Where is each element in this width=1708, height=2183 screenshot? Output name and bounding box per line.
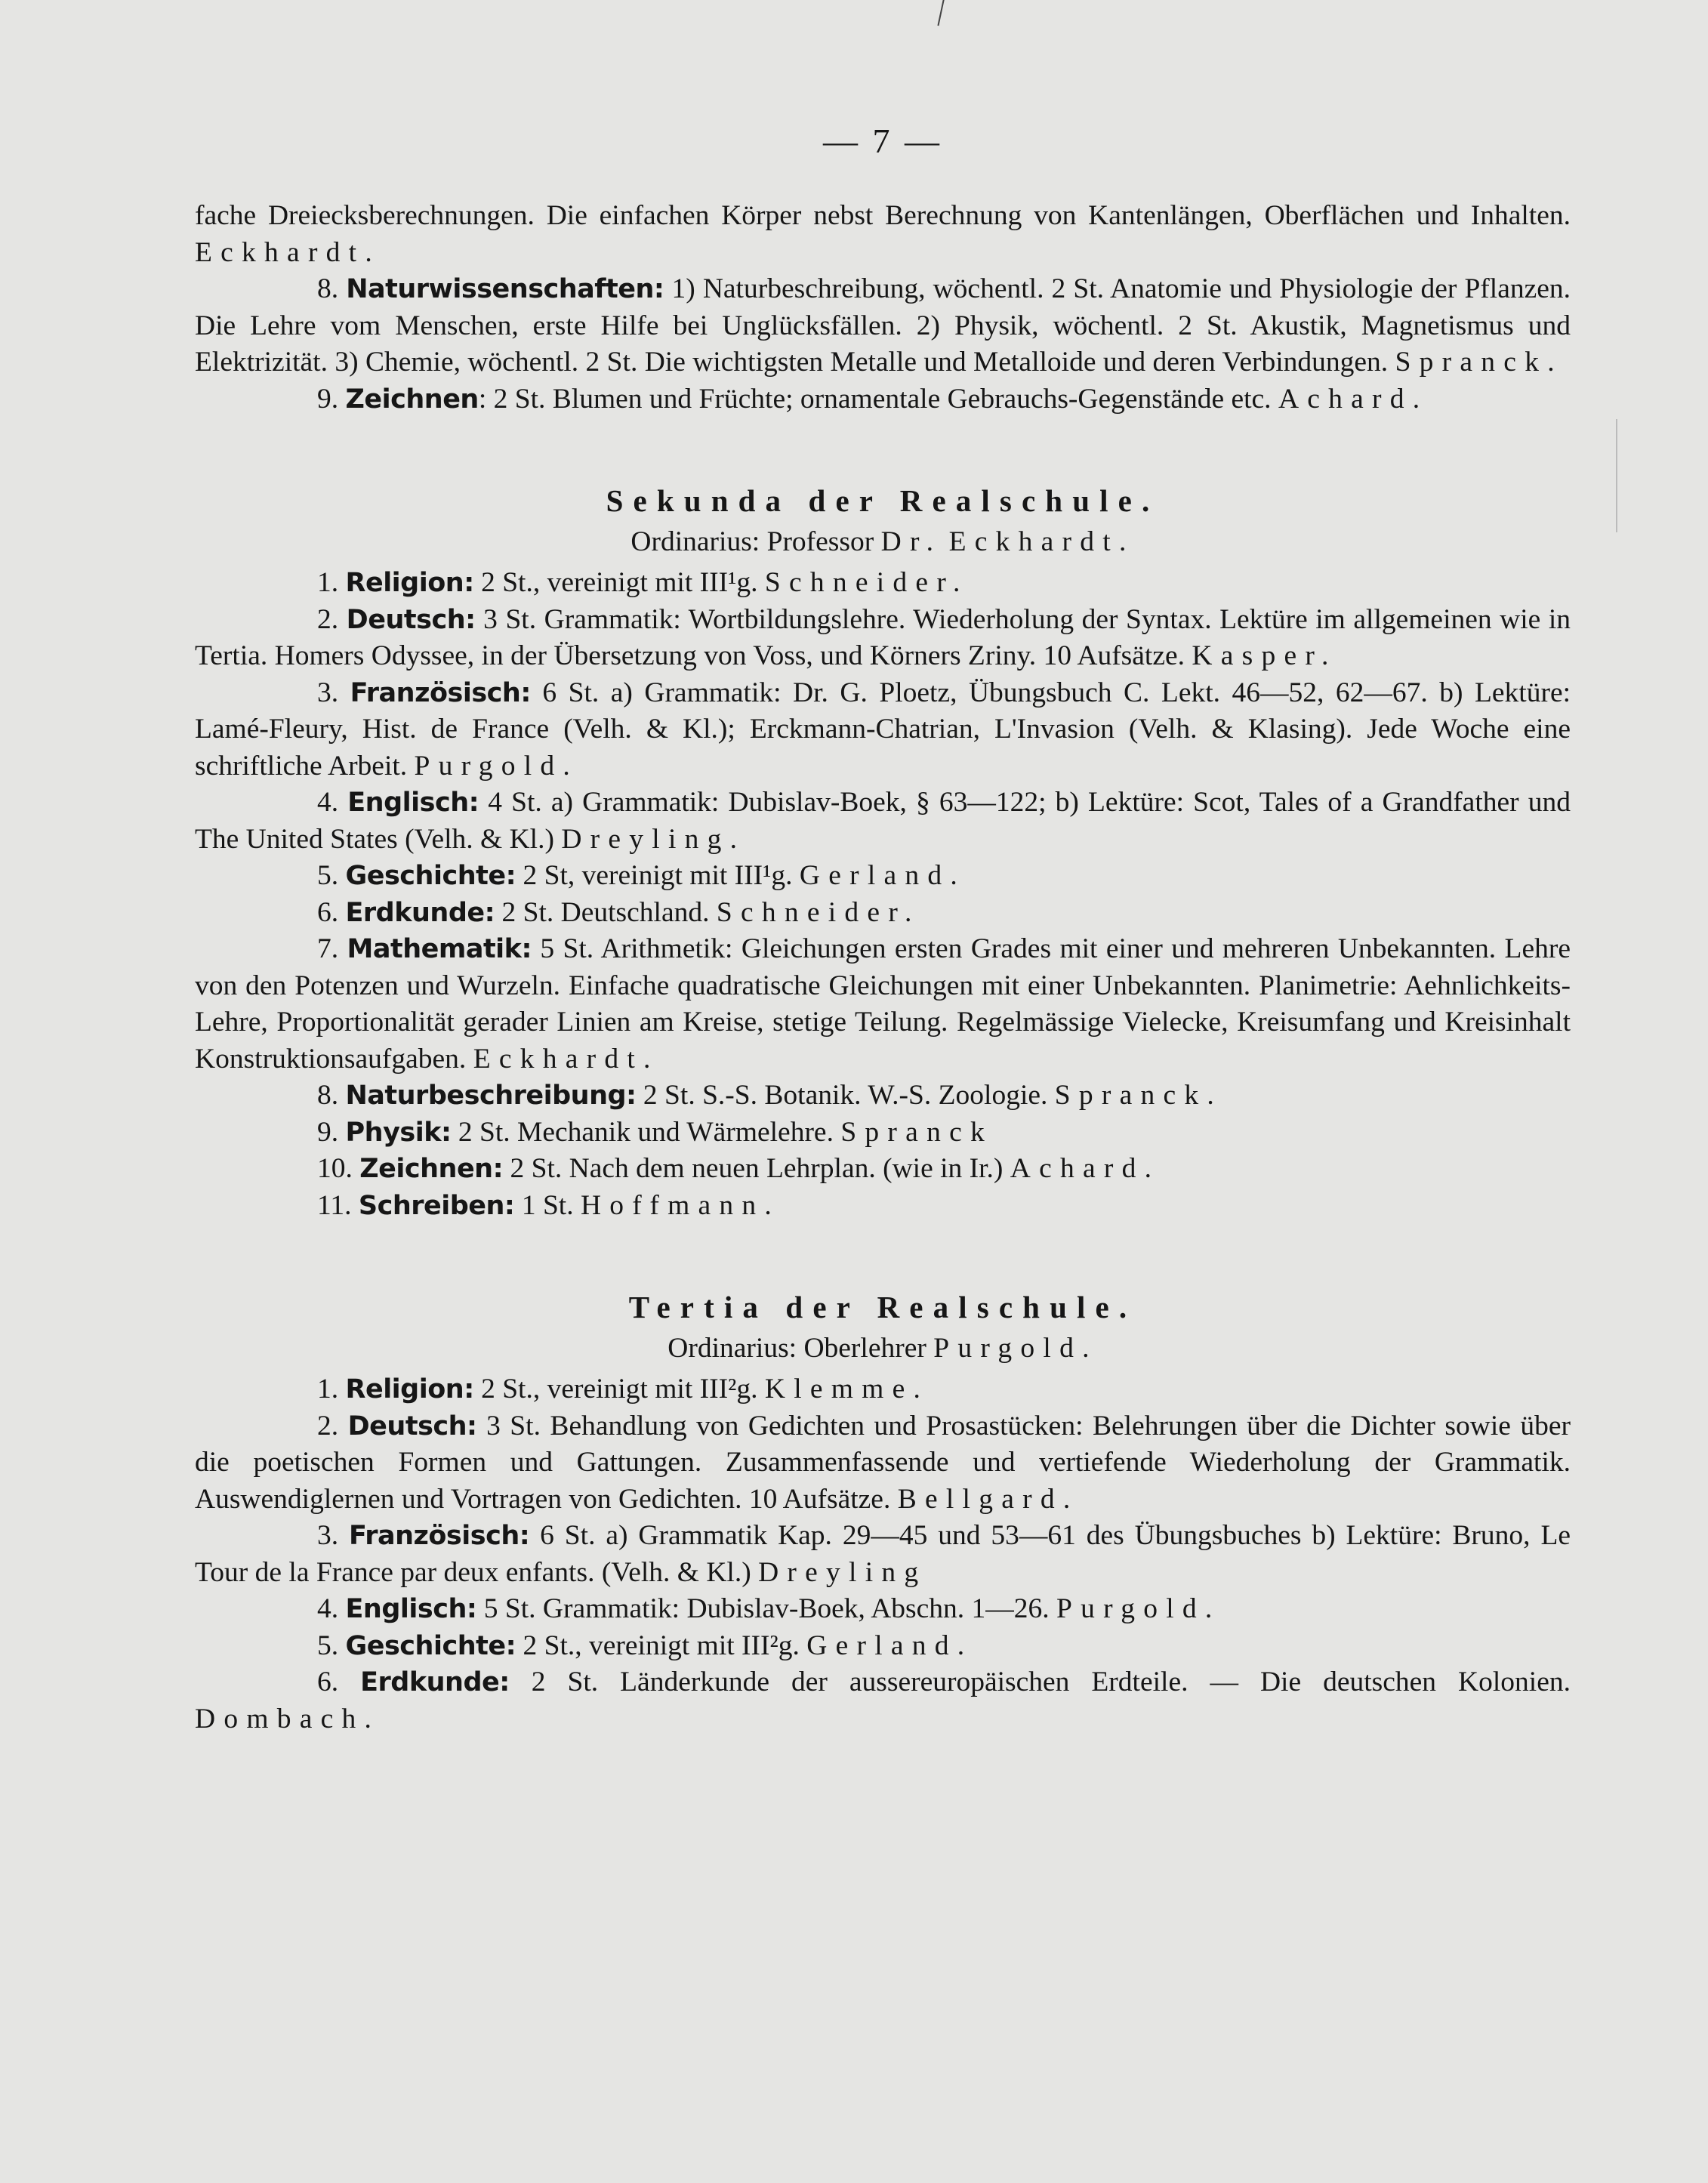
item-number: 11. bbox=[317, 1189, 352, 1221]
item-number: 8. bbox=[317, 1080, 339, 1111]
subject-name: Französisch: bbox=[349, 1521, 530, 1551]
item-number: 1. bbox=[317, 567, 339, 598]
subject-name: Erdkunde: bbox=[345, 897, 495, 928]
item-number: 6. bbox=[317, 896, 339, 928]
subject-name: Naturwissenschaften: bbox=[346, 274, 664, 304]
ordinarius-name: Eckhardt. bbox=[948, 526, 1135, 557]
item-text: 4 St. a) Grammatik: Dubislav-Boek, § 63—122; b) Lektüre: Scot, Tales of a Grandfather und The United States (Velh. & Kl.) bbox=[195, 787, 1571, 855]
teacher-name: Dreyling. bbox=[561, 823, 746, 855]
ordinarius-tertia bbox=[195, 1330, 1571, 1367]
item-text: 2 St. Mechanik und Wärmelehre. bbox=[458, 1116, 834, 1148]
subject-name: Englisch: bbox=[345, 1594, 477, 1624]
sekunda-item-8 bbox=[195, 1078, 1571, 1115]
item-text: 2 St. S.-S. Botanik. W.-S. Zoologie. bbox=[643, 1080, 1048, 1111]
teacher-name: Bellgard. bbox=[897, 1483, 1079, 1515]
page-edge-mark bbox=[1616, 419, 1617, 532]
subject-name: Religion: bbox=[345, 1374, 474, 1404]
sekunda-item-11 bbox=[195, 1188, 1571, 1225]
item-number: 7. bbox=[317, 933, 339, 964]
tertia-item-3 bbox=[195, 1518, 1571, 1591]
item-number: 3. bbox=[317, 1520, 339, 1551]
ordinarius-title: Dr. bbox=[880, 526, 942, 557]
sekunda-item-7 bbox=[195, 931, 1571, 1078]
item-text: 6 St. a) Grammatik: Dr. G. Ploetz, Übungsbuch C. Lekt. 46—52, 62—67. b) Lektüre: Lamé-Fleury, Hist. de France (Velh. & Kl.); Erckmann-Chatrian, L'Invasion (Velh. & Klasing). Jede Woche eine schriftliche Arbeit. bbox=[195, 677, 1571, 782]
teacher-name: Schneider. bbox=[716, 896, 920, 928]
subject-name: Französisch: bbox=[350, 677, 531, 708]
sekunda-item-10 bbox=[195, 1151, 1571, 1188]
teacher-name: Klemme. bbox=[764, 1374, 930, 1404]
teacher-name: Spranck. bbox=[1395, 347, 1563, 378]
item-text: 2 St., vereinigt mit III²g. bbox=[481, 1374, 758, 1404]
ordinarius-name: Purgold. bbox=[933, 1332, 1098, 1364]
item-number: 9. bbox=[317, 383, 339, 415]
teacher-name: Spranck bbox=[840, 1116, 993, 1148]
subject-name: Englisch: bbox=[347, 788, 479, 818]
tertia-item-5 bbox=[195, 1628, 1571, 1665]
teacher-name: Gerland. bbox=[799, 860, 967, 891]
item-number: 5. bbox=[317, 860, 339, 891]
item-number: 6. bbox=[317, 1667, 339, 1697]
item-number: 8. bbox=[317, 273, 339, 304]
item-text: 2 St., vereinigt mit III²g. bbox=[523, 1630, 800, 1661]
intro-item-8 bbox=[195, 271, 1571, 381]
item-text: 1) Naturbeschreibung, wöchentl. 2 St. Anatomie und Physiologie der Pflanzen. Die Lehre vom Menschen, erste Hilfe bei Unglücksfällen. 2) Physik, wöchentl. 2 St. Akustik, Magnetismus und Elektrizität. 3) Chemie, wöchentl. 2 St. Die wichtigsten Metalle und Metalloide und deren Verbindungen. bbox=[195, 273, 1571, 378]
teacher-name: Eckhardt. bbox=[473, 1043, 659, 1075]
continuation-text: fache Dreiecksberechnungen. Die einfachen Körper nebst Berechnung von Kantenlängen, Oberflächen und Inhalten. bbox=[195, 200, 1571, 231]
subject-name: Religion: bbox=[345, 568, 474, 598]
teacher-name: Gerland. bbox=[806, 1630, 973, 1661]
teacher-name: Dreyling bbox=[758, 1556, 927, 1588]
tertia-item-2 bbox=[195, 1408, 1571, 1519]
item-number: 10. bbox=[317, 1153, 353, 1184]
ordinarius-label: Ordinarius: Professor bbox=[630, 526, 874, 557]
teacher-name: Kasper. bbox=[1192, 640, 1337, 671]
item-number: 2. bbox=[317, 1410, 339, 1441]
subject-name: Geschichte: bbox=[345, 861, 516, 891]
item-number: 2. bbox=[317, 603, 339, 635]
teacher-name: Purgold. bbox=[1056, 1593, 1221, 1624]
item-text: 1 St. bbox=[521, 1189, 574, 1221]
item-number: 5. bbox=[317, 1630, 339, 1661]
teacher-name: Spranck. bbox=[1054, 1080, 1223, 1111]
item-text: 2 St. Länderkunde der aussereuropäischen Erdteile. — Die deutschen Kolonien. bbox=[531, 1667, 1571, 1697]
subject-name: Mathematik: bbox=[347, 934, 532, 964]
handwritten-mark bbox=[937, 0, 948, 26]
subject-name: Schreiben: bbox=[358, 1190, 515, 1221]
section-title-tertia: Tertia der Realschule. bbox=[628, 1290, 1137, 1324]
subject-name: Deutsch: bbox=[347, 1411, 477, 1441]
sekunda-item-4 bbox=[195, 785, 1571, 858]
item-number: 4. bbox=[317, 787, 339, 818]
item-text: 6 St. a) Grammatik Kap. 29—45 und 53—61 des Übungsbuches b) Lektüre: Bruno, Le Tour de la France par deux enfants. (Velh. & Kl.) bbox=[195, 1520, 1571, 1588]
sekunda-item-2 bbox=[195, 602, 1571, 675]
sekunda-item-5 bbox=[195, 858, 1571, 895]
tertia-item-4 bbox=[195, 1591, 1571, 1628]
item-text: 5 St. Arithmetik: Gleichungen ersten Grades mit einer und mehreren Unbekannten. Lehre von den Potenzen und Wurzeln. Einfache quadratische Gleichungen mit einer Unbekannten. Planimetrie: Aehnlichkeits-Lehre, Proportionalität gerader Linien am Kreise, stetige Teilung. Regelmässige Vielecke, Kreisumfang und Kreisinhalt Konstruktionsaufgaben. bbox=[195, 933, 1571, 1075]
subject-name: Deutsch: bbox=[346, 604, 476, 635]
ordinarius-sekunda bbox=[195, 524, 1571, 561]
teacher-name: Achard. bbox=[1010, 1153, 1161, 1184]
tertia-item-6 bbox=[195, 1664, 1571, 1737]
teacher-name: Achard. bbox=[1278, 383, 1429, 415]
subject-name: Zeichnen: bbox=[359, 1154, 504, 1184]
sekunda-item-6 bbox=[195, 895, 1571, 932]
item-text: 2 St., vereinigt mit III¹g. bbox=[481, 567, 758, 598]
subject-name: Physik: bbox=[345, 1117, 452, 1148]
subject-name: Naturbeschreibung: bbox=[345, 1081, 637, 1111]
page-number: — 7 — bbox=[823, 122, 942, 160]
item-text: : 2 St. Blumen und Früchte; ornamentale Gebrauchs-Gegenstände etc. bbox=[478, 383, 1272, 415]
body-text bbox=[195, 198, 1571, 1737]
item-number: 1. bbox=[317, 1374, 339, 1404]
item-number: 4. bbox=[317, 1593, 339, 1624]
teacher-name: Eckhardt. bbox=[195, 236, 381, 268]
sekunda-item-3 bbox=[195, 675, 1571, 785]
teacher-name: Dombach. bbox=[195, 1703, 381, 1734]
item-text: 5 St. Grammatik: Dubislav-Boek, Abschn. 1—26. bbox=[483, 1593, 1050, 1624]
section-title-sekunda: Sekunda der Realschule. bbox=[606, 483, 1160, 518]
continuation-paragraph bbox=[195, 198, 1571, 271]
item-text: 2 St. Nach dem neuen Lehrplan. (wie in Ir.) bbox=[510, 1153, 1004, 1184]
sekunda-item-1 bbox=[195, 565, 1571, 602]
subject-name: Zeichnen bbox=[345, 384, 479, 415]
ordinarius-label: Ordinarius: Oberlehrer bbox=[667, 1332, 926, 1364]
item-text: 3 St. Behandlung von Gedichten und Prosastücken: Belehrungen über die Dichter sowie über die poetischen Formen und Gattungen. Zusammenfassende und vertiefende Wiederholung der Grammatik. Auswendiglernen und Vortragen von Gedichten. 10 Aufsätze. bbox=[195, 1410, 1571, 1515]
subject-name: Erdkunde: bbox=[360, 1667, 510, 1697]
item-number: 3. bbox=[317, 677, 339, 708]
item-number: 9. bbox=[317, 1116, 339, 1148]
teacher-name: Schneider. bbox=[764, 567, 969, 598]
item-text: 3 St. Grammatik: Wortbildungslehre. Wiederholung der Syntax. Lektüre im allgemeinen wie in Tertia. Homers Odyssee, in der Übersetzung von Voss, und Körners Zriny. 10 Aufsätze. bbox=[195, 603, 1571, 671]
item-text: 2 St. Deutschland. bbox=[501, 896, 710, 928]
sekunda-item-9 bbox=[195, 1115, 1571, 1152]
teacher-name: Hoffmann. bbox=[580, 1189, 781, 1221]
subject-name: Geschichte: bbox=[345, 1630, 516, 1661]
intro-item-9 bbox=[195, 381, 1571, 418]
item-text: 2 St, vereinigt mit III¹g. bbox=[523, 860, 793, 891]
teacher-name: Purgold. bbox=[414, 750, 579, 782]
tertia-item-1 bbox=[195, 1371, 1571, 1408]
